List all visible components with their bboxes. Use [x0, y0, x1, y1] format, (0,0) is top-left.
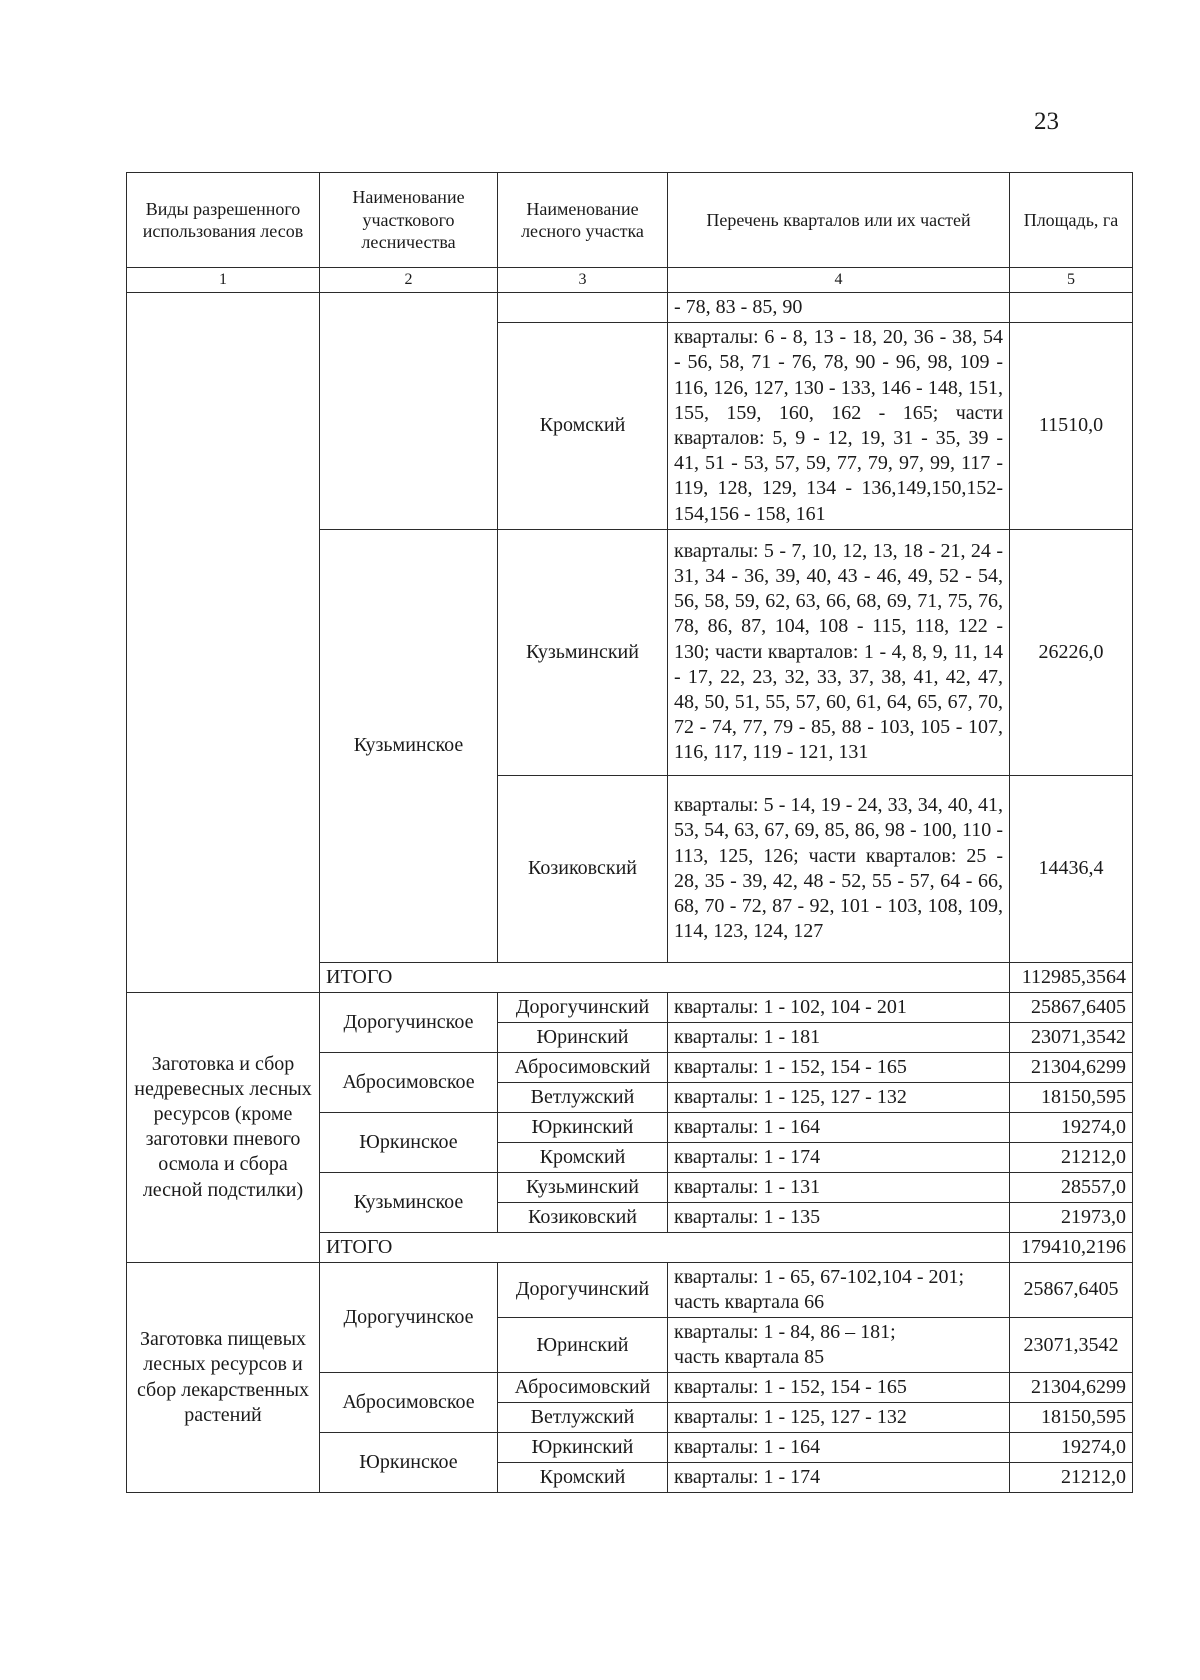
forestry-cell: Юркинское — [320, 1112, 498, 1172]
quarters-cell: кварталы: 1 - 164 — [668, 1112, 1010, 1142]
header-area: Площадь, га — [1010, 173, 1133, 268]
quarters-cell: кварталы: 1 - 152, 154 - 165 — [668, 1052, 1010, 1082]
area-cell: 23071,3542 — [1010, 1318, 1133, 1373]
quarters-cell: кварталы: 1 - 174 — [668, 1142, 1010, 1172]
quarters-cell: кварталы: 1 - 125, 127 - 132 — [668, 1403, 1010, 1433]
quarters-cell: кварталы: 1 - 164 — [668, 1433, 1010, 1463]
column-number: 2 — [320, 268, 498, 293]
area-cell: 18150,595 — [1010, 1403, 1133, 1433]
use-kind-cell — [127, 293, 320, 993]
forestry-cell: Абросимовское — [320, 1373, 498, 1433]
forestry-cell: Кузьминское — [320, 1172, 498, 1232]
header-forest-plot: Наименование лесного участка — [498, 173, 668, 268]
plot-cell: Абросимовский — [498, 1373, 668, 1403]
forestry-cell: Дорогучинское — [320, 992, 498, 1052]
quarters-cell: кварталы: 1 - 131 — [668, 1172, 1010, 1202]
area-cell: 21212,0 — [1010, 1142, 1133, 1172]
use-kind-cell: Заготовка и сбор недревесных лесных ресурсов (кроме заготовки пневого осмола и сбора лесной подстилки) — [127, 992, 320, 1262]
column-number: 5 — [1010, 268, 1133, 293]
plot-cell: Юркинский — [498, 1112, 668, 1142]
quarters-cell: кварталы: 1 - 181 — [668, 1022, 1010, 1052]
area-cell: 21973,0 — [1010, 1202, 1133, 1232]
area-cell: 19274,0 — [1010, 1433, 1133, 1463]
use-kind-cell: Заготовка пищевых лесных ресурсов и сбор лекарственных растений — [127, 1262, 320, 1493]
area-cell: 25867,6405 — [1010, 1262, 1133, 1317]
header-use-kind: Виды разрешенного использования лесов — [127, 173, 320, 268]
forestry-cell — [320, 293, 498, 530]
quarters-cell — [668, 1262, 1010, 1317]
quarters-cell: кварталы: 6 - 8, 13 - 18, 20, 36 - 38, 54 - 56, 58, 71 - 76, 78, 90 - 96, 98, 109 - 116, 126, 127, 130 - 133, 146 - 148, 151, 155, 159, 160, 162 - 165; части кварталов: 5, 9 - 12, 19, 31 - 35, 39 - 41, 51 - 53, 57, 59, 77, 79, 97, 99, 117 - 119, 128, 129, 134 - 136,149,150,152-154,156 - 158, 161 — [668, 323, 1010, 530]
quarters-cell: - 78, 83 - 85, 90 — [668, 293, 1010, 323]
plot-cell: Дорогучинский — [498, 992, 668, 1022]
area-cell: 25867,6405 — [1010, 992, 1133, 1022]
plot-cell: Юринский — [498, 1022, 668, 1052]
forestry-cell: Дорогучинское — [320, 1262, 498, 1373]
table-row — [127, 293, 1133, 323]
page-number: 23 — [1034, 108, 1059, 135]
header-forestry: Наименование участкового лесничества — [320, 173, 498, 268]
area-cell: 19274,0 — [1010, 1112, 1133, 1142]
table-row — [127, 992, 1133, 1022]
area-cell: 21304,6299 — [1010, 1373, 1133, 1403]
quarters-cell — [668, 1318, 1010, 1373]
plot-cell: Козиковский — [498, 1202, 668, 1232]
area-cell: 23071,3542 — [1010, 1022, 1133, 1052]
table-header-row — [127, 173, 1133, 268]
column-number: 4 — [668, 268, 1010, 293]
quarters-cell: кварталы: 1 - 135 — [668, 1202, 1010, 1232]
quarters-cell: кварталы: 5 - 7, 10, 12, 13, 18 - 21, 24 - 31, 34 - 36, 39, 40, 43 - 46, 49, 52 - 54, 56, 58, 59, 62, 63, 66, 68, 69, 71, 75, 76, 78, 86, 87, 104, 108 - 115, 118, 122 - 130; части кварталов: 1 - 4, 8, 9, 11, 14 - 17, 22, 23, 32, 33, 37, 38, 41, 42, 47, 48, 50, 51, 55, 57, 60, 61, 64, 65, 67, 70, 72 - 74, 77, 79 - 85, 88 - 103, 105 - 107, 116, 117, 119 - 121, 131 — [668, 529, 1010, 775]
total-label: ИТОГО — [320, 962, 1010, 992]
total-value: 112985,3564 — [1010, 962, 1133, 992]
area-cell: 21212,0 — [1010, 1463, 1133, 1493]
plot-cell: Козиковский — [498, 775, 668, 962]
plot-cell: Юринский — [498, 1318, 668, 1373]
plot-cell: Ветлужский — [498, 1082, 668, 1112]
plot-cell: Ветлужский — [498, 1403, 668, 1433]
quarters-cell: кварталы: 1 - 102, 104 - 201 — [668, 992, 1010, 1022]
area-cell: 21304,6299 — [1010, 1052, 1133, 1082]
plot-cell: Дорогучинский — [498, 1262, 668, 1317]
column-number: 3 — [498, 268, 668, 293]
header-quarters: Перечень кварталов или их частей — [668, 173, 1010, 268]
total-label: ИТОГО — [320, 1232, 1010, 1262]
column-number: 1 — [127, 268, 320, 293]
plot-cell — [498, 293, 668, 323]
plot-cell: Абросимовский — [498, 1052, 668, 1082]
plot-cell: Кузьминский — [498, 1172, 668, 1202]
quarters-line: кварталы: 1 - 65, 67-102,104 - 201; — [674, 1265, 965, 1288]
quarters-line: кварталы: 1 - 84, 86 – 181; — [674, 1321, 896, 1344]
quarters-cell: кварталы: 5 - 14, 19 - 24, 33, 34, 40, 41, 53, 54, 63, 67, 69, 85, 86, 98 - 100, 110 - 113, 125, 126; части кварталов: 25 - 28, 35 - 39, 42, 48 - 52, 55 - 57, 64 - 66, 68, 70 - 72, 87 - 92, 101 - 103, 108, 109, 114, 123, 124, 127 — [668, 775, 1010, 962]
forestry-cell: Юркинское — [320, 1433, 498, 1493]
forestry-cell: Абросимовское — [320, 1052, 498, 1112]
area-cell: 14436,4 — [1010, 775, 1133, 962]
quarters-cell: кварталы: 1 - 174 — [668, 1463, 1010, 1493]
forest-use-table — [126, 172, 1133, 1493]
area-cell: 28557,0 — [1010, 1172, 1133, 1202]
plot-cell: Юркинский — [498, 1433, 668, 1463]
area-cell: 26226,0 — [1010, 529, 1133, 775]
column-numbers-row — [127, 268, 1133, 293]
table-row — [127, 1262, 1133, 1317]
plot-cell: Кромский — [498, 323, 668, 530]
plot-cell: Кузьминский — [498, 529, 668, 775]
area-cell — [1010, 293, 1133, 323]
area-cell: 11510,0 — [1010, 323, 1133, 530]
plot-cell: Кромский — [498, 1142, 668, 1172]
quarters-cell: кварталы: 1 - 152, 154 - 165 — [668, 1373, 1010, 1403]
plot-cell: Кромский — [498, 1463, 668, 1493]
forestry-cell: Кузьминское — [320, 529, 498, 962]
total-value: 179410,2196 — [1010, 1232, 1133, 1262]
area-cell: 18150,595 — [1010, 1082, 1133, 1112]
quarters-line: часть квартала 85 — [674, 1346, 825, 1369]
quarters-line: часть квартала 66 — [674, 1290, 825, 1313]
quarters-cell: кварталы: 1 - 125, 127 - 132 — [668, 1082, 1010, 1112]
